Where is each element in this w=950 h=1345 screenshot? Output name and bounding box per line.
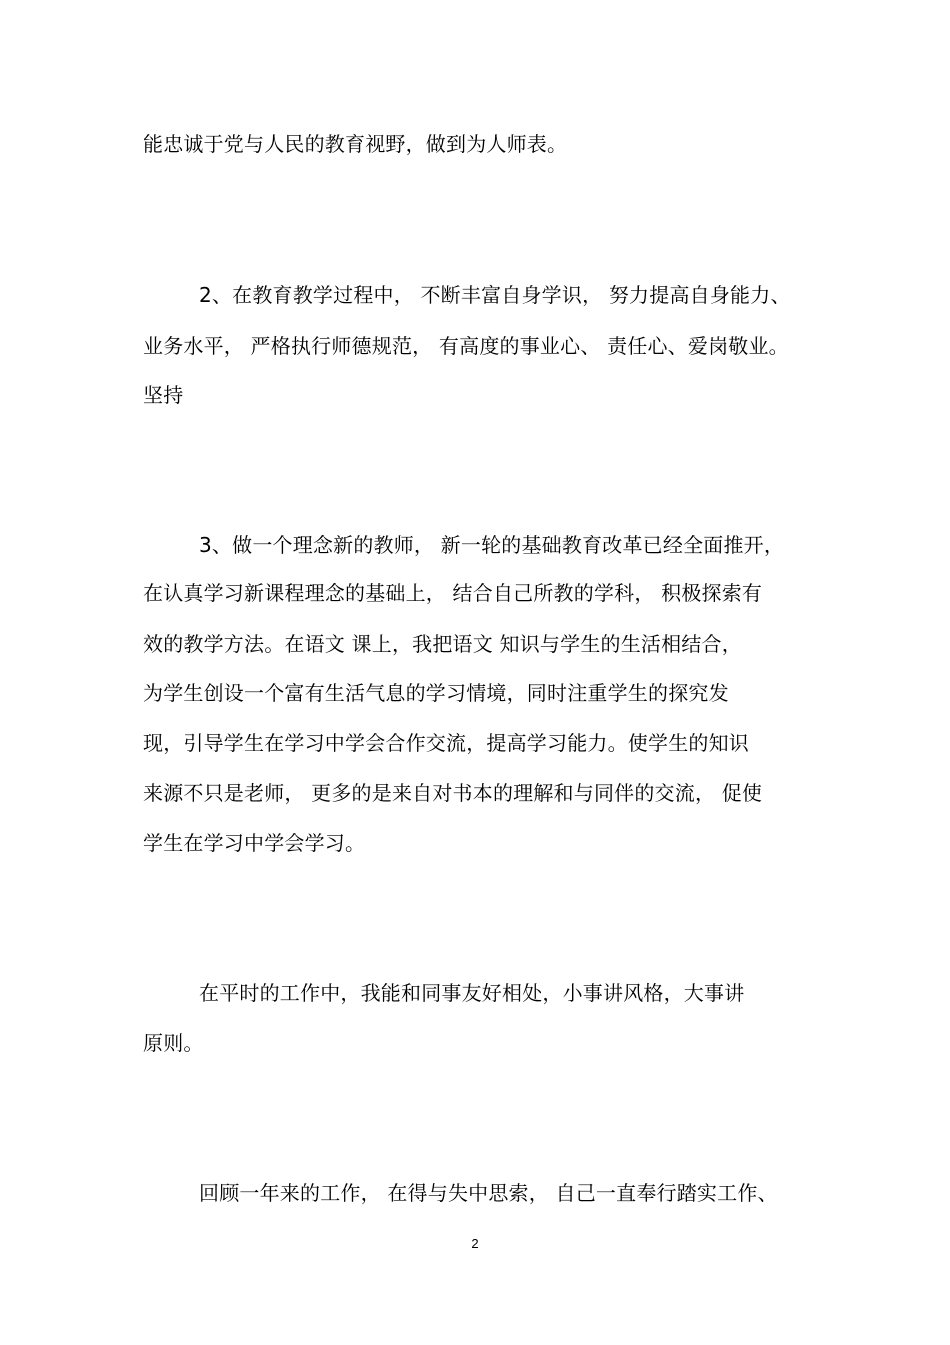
text-line-8: 为学生创设一个富有生活气息的学习情境，同时注重学生的探究发	[143, 681, 729, 705]
text-line-5: 3、做一个理念新的教师， 新一轮的基础教育改革已经全面推开，	[199, 533, 785, 557]
text-line-3: 业务水平， 严格执行师德规范， 有高度的事业心、 责任心、爱岗敬业。	[143, 334, 789, 358]
text-line-13: 原则。	[143, 1031, 204, 1055]
text-line-14: 回顾一年来的工作， 在得与失中思索， 自己一直奉行踏实工作、	[199, 1181, 778, 1205]
text-line-6: 在认真学习新课程理念的基础上， 结合自己所教的学科， 积极探索有	[143, 581, 763, 605]
text-line-1: 能忠诚于党与人民的教育视野，做到为人师表。	[143, 132, 568, 156]
text-line-4: 坚持	[143, 383, 184, 407]
text-line-11: 学生在学习中学会学习。	[143, 831, 366, 855]
text-line-2: 2、在教育教学过程中， 不断丰富自身学识， 努力提高自身能力、	[199, 283, 791, 307]
page-number: 2	[471, 1236, 479, 1251]
text-line-9: 现，引导学生在学习中学会合作交流，提高学习能力。使学生的知识	[143, 731, 749, 755]
text-line-12: 在平时的工作中，我能和同事友好相处，小事讲风格，大事讲	[199, 981, 745, 1005]
text-line-10: 来源不只是老师， 更多的是来自对书本的理解和与同伴的交流， 促使	[143, 781, 763, 805]
text-line-7: 效的教学方法。在语文 课上，我把语文 知识与学生的生活相结合，	[143, 632, 742, 656]
